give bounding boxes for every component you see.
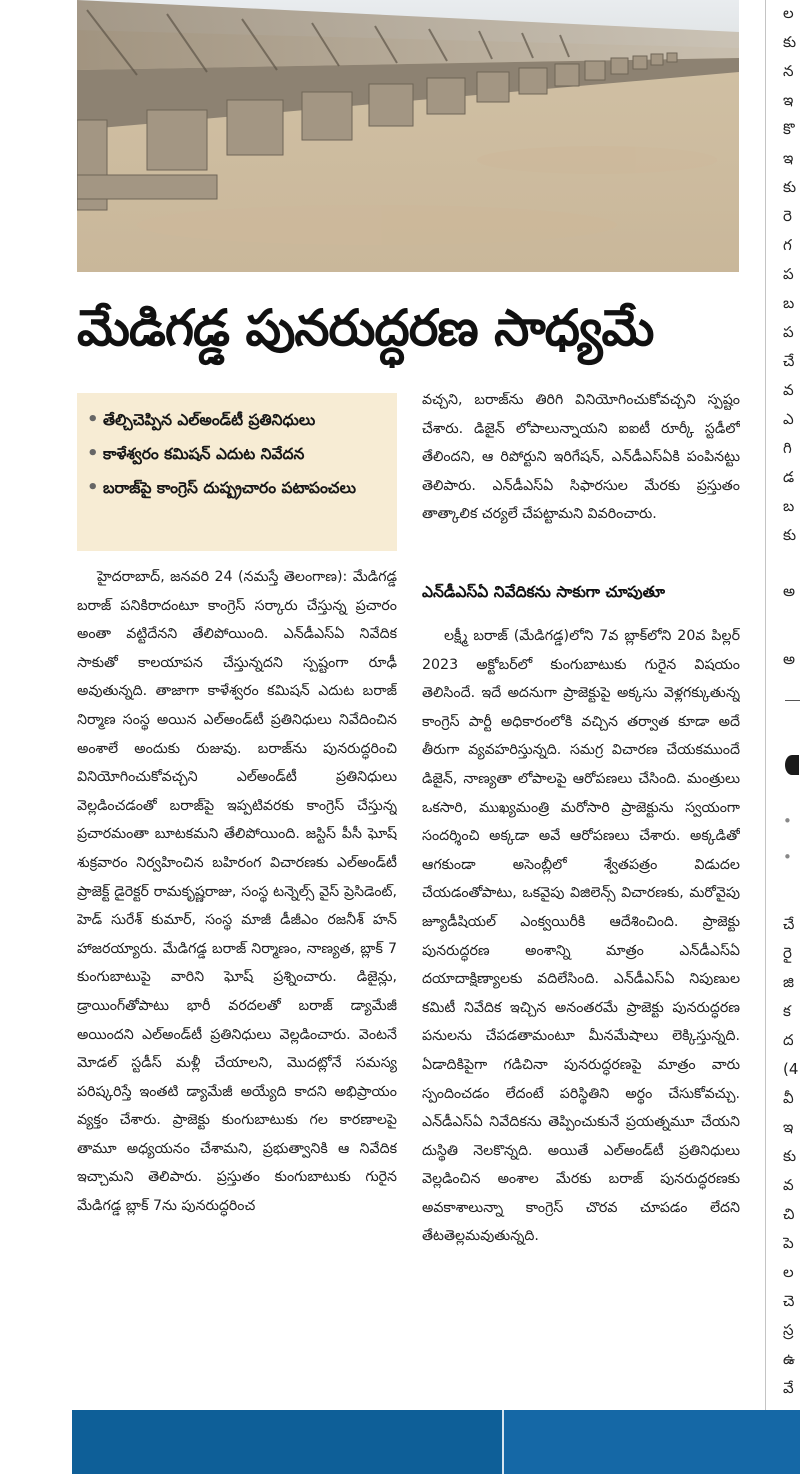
article-subheading: ఎన్‌డీఎస్‌ఏ నివేదికను సాకుగా చూపుతూ <box>422 583 666 601</box>
column-divider <box>765 0 766 1410</box>
highlights-box <box>77 393 397 551</box>
bullet-icon: • <box>783 812 792 830</box>
neighbor-column-edge: ల కు న ఇ కొ ఇ కు రె గ ప బ ప చే వ ఎ గి డ బ కు అ అ • • చే రై జి క ద (4 వీ ఇ కు వ చి పె ల చె స్ర ఉ వే <box>783 4 799 1397</box>
barrage-photo <box>77 0 739 272</box>
article-headline: మేడిగడ్డ పునరుద్ధరణ సాధ్యమే <box>77 299 654 357</box>
bullet-icon: • <box>87 409 99 430</box>
article-body-column-2-top: వచ్చని, బరాజ్‌ను తిరిగి వినియోగించుకోవచ్చని స్పష్టం చేశారు. డిజైన్‌ లోపాలున్నాయని ఐఐటీ రూర్కీ స్టడీలో తేలిందని, ఆ రిపోర్టుని ఇరిగేషన్‌, ఎన్‌డీఎస్‌ఏకి పంపినట్టు తెలిపారు. ఎన్‌డీఎస్‌ఏ సిఫారసుల మేరకు ప్రస్తుతం తాత్కాలిక చర్యలే చేపట్టామని వివరించారు. <box>422 392 740 523</box>
bullet-icon <box>785 755 799 775</box>
article-body-column-1: హైదరాబాద్‌, జనవరి 24 (నమస్తే తెలంగాణ): మేడిగడ్డ బరాజ్‌ పనికిరాదంటూ కాంగ్రెస్‌ సర్కారు చేస్తున్న ప్రచారం అంతా వట్టిదేనని తేలిపోయింది. ఎన్‌డీఎస్‌ఏ నివేదిక సాకుతో కాలయాపన చేస్తున్నదని స్పష్టంగా రూఢీ అవుతున్నది. తాజాగా కాళేశ్వరం కమిషన్‌ ఎదుట బరాజ్‌ నిర్మాణ సంస్థ అయిన ఎల్‌అండ్‌టీ ప్రతినిధులు నివేదించిన అంశాలే అందుకు రుజువు. బరాజ్‌ను పునరుద్ధరించి వినియోగించుకోవచ్చని ఎల్‌అండ్‌టీ ప్రతినిధులు వెల్లడించడంతో బరాజ్‌పై ఇప్పటివరకు కాంగ్రెస్‌ చేస్తున్న ప్రచారమంతా బూటకమని తేలిపోయింది. జస్టిస్‌ పీసీ ఘోష్‌ శుక్రవారం నిర్వహించిన బహిరంగ విచారణకు ఎల్‌అండ్‌టీ ప్రాజెక్ట్‌ డైరెక్టర్‌ రామకృష్ణరాజు, సంస్థ టన్నెల్స్‌ వైస్‌ ప్రెసిడెంట్‌, హెడ్‌ సురేశ్‌ కుమార్‌, సంస్థ మాజీ డీజీఎం రజనీశ్‌ హన్‌ హాజరయ్యారు. మేడిగడ్డ బరాజ్‌ నిర్మాణం, నాణ్యత, బ్లాక్‌ 7 కుంగుబాటుపై వారిని ఘోష్‌ ప్రశ్నించారు. డిజైన్లు, డ్రాయింగ్‌తోపాటు భారీ వరదలతో బరాజ్‌ డ్యామేజీ అయిందని ఎల్‌అండ్‌టీ ప్రతినిధులు వెల్లడించారు. వెంటనే మోడల్‌ స్టడీస్‌ మళ్లీ చేయాలని, మొదట్లోనే సమస్య పరిష్కరిస్తే ఇంతటి డ్యామేజీ అయ్యేది కాదని అభిప్రాయం వ్యక్తం చేశారు. ప్రాజెక్టు కుంగుబాటుకు గల కారణాలపై తామూ అధ్యయనం చేశామని, ప్రభుత్వానికి ఆ నివేదిక ఇచ్చామని తెలిపారు. ప్రస్తుతం కుంగుబాటుకు గురైన మేడిగడ్డ బ్లాక్‌ 7ను పునరుద్ధరించ <box>77 569 397 1215</box>
highlight-item: • కాళేశ్వరం కమిషన్‌ ఎదుట నివేదన <box>87 437 389 471</box>
footer-band-left <box>72 1410 502 1474</box>
footer-band-right <box>504 1410 800 1474</box>
highlight-item: • తేల్చిచెప్పిన ఎల్‌అండ్‌టీ ప్రతినిధులు <box>87 403 389 437</box>
bullet-icon: • <box>783 848 792 866</box>
article-body-column-2-bottom: లక్ష్మీ బరాజ్‌ (మేడిగడ్డ)లోని 7వ బ్లాక్‌లోని 20వ పిల్లర్‌ 2023 అక్టోబర్‌లో కుంగుబాటుకు గురైన విషయం తెలిసిందే. ఇదే అదనుగా ప్రాజెక్టుపై అక్కసు వెళ్లగక్కుతున్న కాంగ్రెస్‌ పార్టీ అధికారంలోకి వచ్చిన తర్వాత కూడా అదే తీరుగా వ్యవహరిస్తున్నది. సమగ్ర విచారణ చేయకముందే డిజైన్‌, నాణ్యతా లోపాలపై ఆరోపణలు చేసింది. మంత్రులు ఒకసారి, ముఖ్యమంత్రి మరోసారి ప్రాజెక్టును స్వయంగా సందర్శించి అక్కడా అవే ఆరోపణలు చేశారు. అక్కడితో ఆగకుండా అసెంబ్లీలో శ్వేతపత్రం విడుదల చేయడంతోపాటు, ఒకవైపు విజిలెన్స్‌ విచారణకు, మరోవైపు జ్యూడీషియల్‌ ఎంక్వయిరీకి ఆదేశించింది. ప్రాజెక్టు పునరుద్ధరణ అంశాన్ని మాత్రం ఎన్‌డీఎస్‌ఏ దయాదాక్షిణ్యాలకు వదిలేసింది. ఎన్‌డీఎస్‌ఏ నిపుణుల కమిటీ నివేదిక ఇచ్చిన అనంతరమే ప్రాజెక్టు పునరుద్ధరణ పనులను చేపడతామంటూ మీనమేషాలు లెక్కిస్తున్నది. ఏడాదికిపైగా గడిచినా పునరుద్ధరణపై మాత్రం వారు స్పందించడం లేదంటే పరిస్థితిని అర్థం చేసుకోవచ్చు. ఎన్‌డీఎస్‌ఏ నివేదికను తెప్పించుకునే ప్రయత్నమూ చేయని దుస్థితి నెలకొన్నది. అయితే ఎల్‌అండ్‌టీ ప్రతినిధులు వెల్లడించిన అంశాల మేరకు బరాజ్‌ పునరుద్ధరణకు అవకాశాలున్నా కాంగ్రెస్‌ చొరవ చూపడం లేదని తేటతెల్లమవుతున్నది. <box>422 628 740 1245</box>
highlight-item: • బరాజ్‌పై కాంగ్రెస్‌ దుష్ప్రచారం పటాపంచలు <box>87 471 389 505</box>
rule-line <box>785 700 800 701</box>
bullet-icon: • <box>87 443 99 464</box>
bullet-icon: • <box>87 477 99 498</box>
